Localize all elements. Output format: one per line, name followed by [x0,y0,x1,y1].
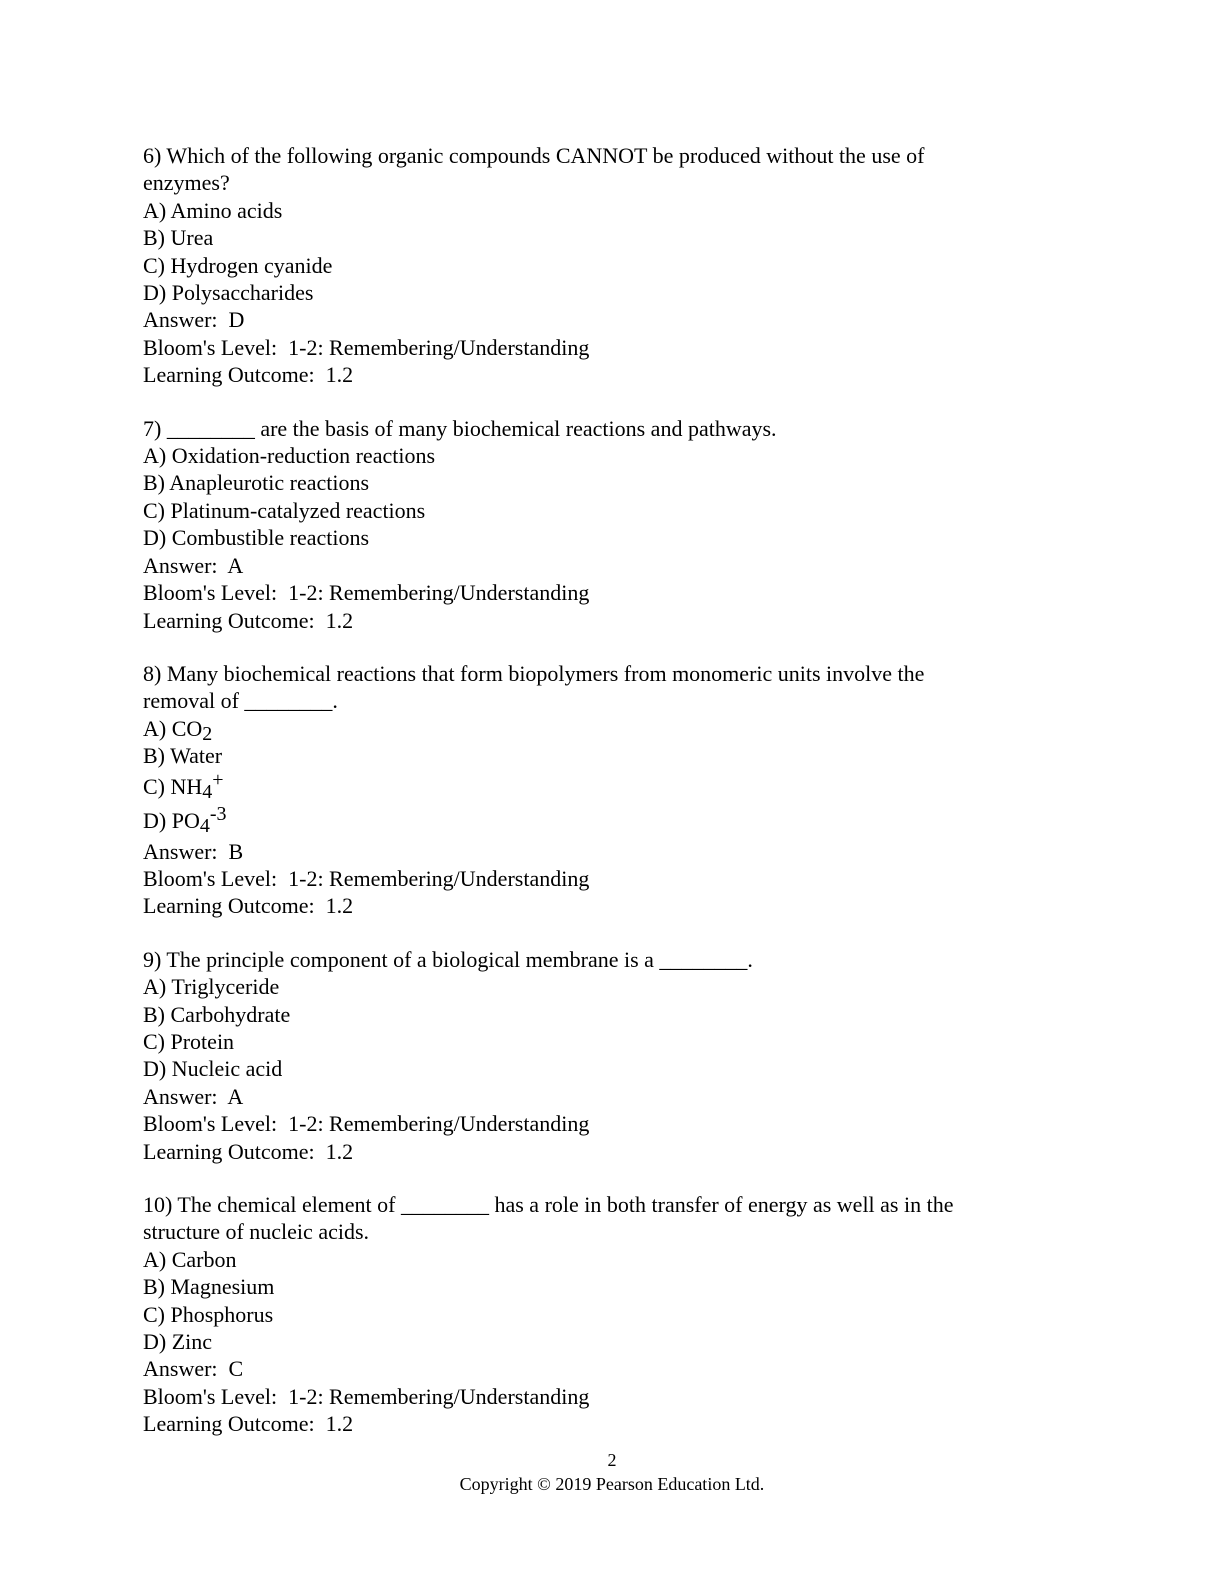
option-d: D) Zinc [143,1329,213,1355]
option-b [143,742,1043,769]
page-number: 2 [607,1450,617,1470]
learning-outcome: Learning Outcome: 1.2 [143,362,354,388]
question-stem: 8) Many biochemical reactions that form biopolymers from monomeric units involve the [143,660,925,686]
learning-outcome: Learning Outcome: 1.2 [143,1138,354,1164]
question-stem: 7) ________ are the basis of many biochemical reactions and pathways. [143,415,777,441]
option-text: C) NH [143,773,203,799]
option-d: D) Nucleic acid [143,1056,283,1082]
question-10 [143,1191,1043,1438]
question-stem-continued: enzymes? [143,170,230,196]
answer: Answer: A [143,552,244,578]
option-d [143,804,1043,838]
option-b: B) Magnesium [143,1274,275,1300]
blooms-level: Bloom's Level: 1-2: Remembering/Understanding [143,334,590,360]
question-stem: 9) The principle component of a biological membrane is a ________. [143,946,753,972]
question-stem-continued: structure of nucleic acids. [143,1219,370,1245]
subscript: 4 [199,814,210,837]
question-stem-continued: removal of ________. [143,688,338,714]
option-c: C) Protein [143,1028,235,1054]
blooms-level: Bloom's Level: 1-2: Remembering/Understanding [143,1383,590,1409]
question-page [143,142,1043,1464]
option-a: A) Carbon [143,1246,237,1272]
answer: Answer: C [143,1356,244,1382]
question-7 [143,415,1043,634]
learning-outcome: Learning Outcome: 1.2 [143,1411,354,1437]
blooms-level: Bloom's Level: 1-2: Remembering/Understanding [143,865,590,891]
question-stem: 10) The chemical element of ________ has a role in both transfer of energy as well as in the [143,1192,954,1217]
option-d: D) Polysaccharides [143,280,314,306]
question-9 [143,946,1043,1165]
option-a: A) Triglyceride [143,974,280,1000]
option-c [143,770,1043,804]
option-c: C) Platinum-catalyzed reactions [143,497,426,523]
answer: Answer: B [143,838,244,864]
learning-outcome: Learning Outcome: 1.2 [143,893,354,919]
copyright-notice: Copyright © 2019 Pearson Education Ltd. [459,1474,765,1494]
option-b: B) Urea [143,225,214,251]
option-a: A) Oxidation-reduction reactions [143,443,436,469]
question-stem: 6) Which of the following organic compounds CANNOT be produced without the use of [143,143,925,168]
question-8 [143,660,1043,920]
blooms-level: Bloom's Level: 1-2: Remembering/Understanding [143,1111,590,1137]
option-text: A) CO [143,715,203,741]
answer: Answer: A [143,1083,244,1109]
answer: Answer: D [143,307,245,333]
superscript: -3 [209,802,227,825]
option-c: C) Hydrogen cyanide [143,252,333,278]
option-text: B) Water [143,743,223,769]
superscript: + [212,768,224,791]
option-a [143,715,1043,745]
blooms-level: Bloom's Level: 1-2: Remembering/Understanding [143,580,590,606]
option-d: D) Combustible reactions [143,525,370,551]
option-text: D) PO [143,807,200,833]
option-a: A) Amino acids [143,197,283,223]
learning-outcome: Learning Outcome: 1.2 [143,607,354,633]
option-b: B) Anapleurotic reactions [143,470,370,496]
question-6 [143,142,1043,389]
option-b: B) Carbohydrate [143,1001,291,1027]
subscript: 2 [202,722,213,745]
option-c: C) Phosphorus [143,1301,274,1327]
subscript: 4 [202,780,213,803]
